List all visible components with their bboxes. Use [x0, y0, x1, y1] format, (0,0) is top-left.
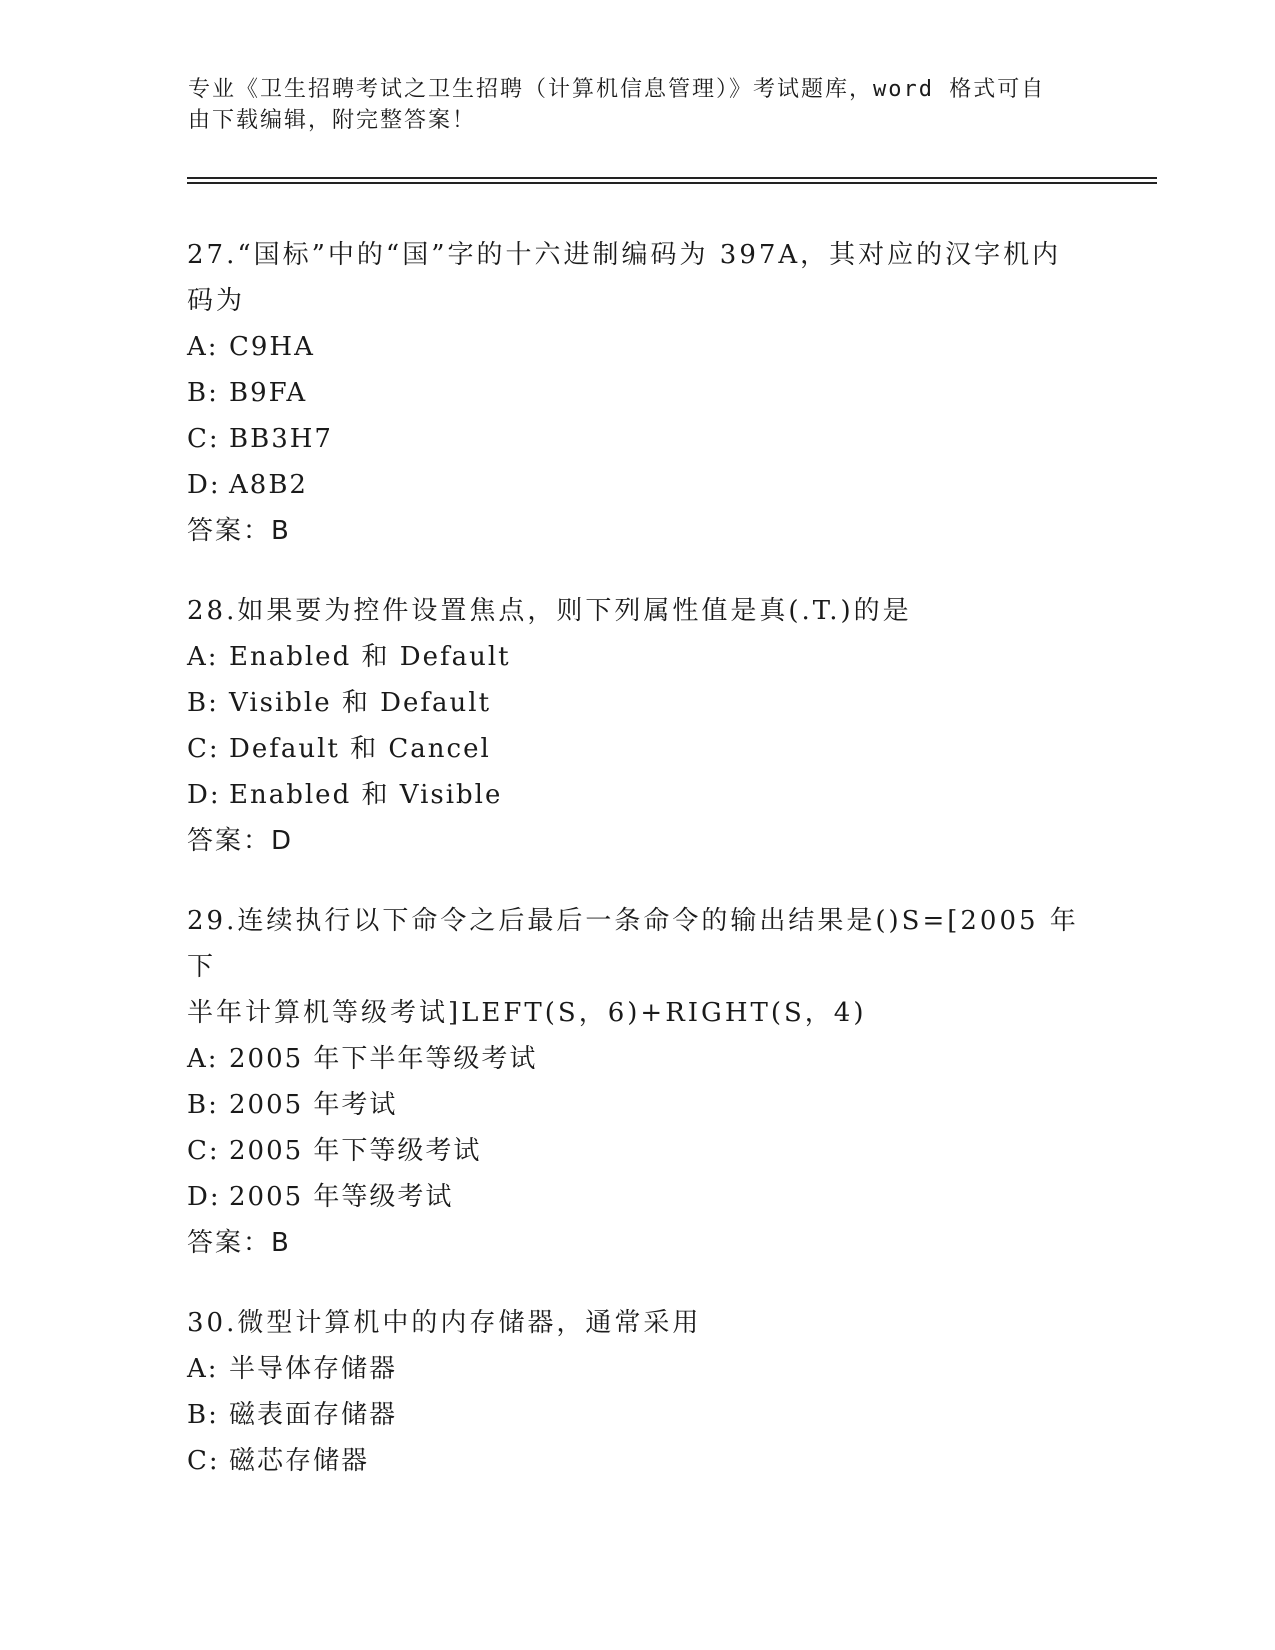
option-text: 2005 年考试 [229, 1090, 398, 1120]
header-divider-bottom [187, 182, 1157, 184]
question-29 [187, 898, 1087, 1266]
question-27 [187, 232, 1087, 554]
option-c [187, 1128, 1087, 1174]
answer-line: 答案：B [187, 1228, 291, 1258]
option-text: BB3H7 [229, 424, 333, 454]
header-divider-top [187, 177, 1157, 179]
answer-line: 答案：B [187, 516, 291, 546]
header-line-2: 由下载编辑，附完整答案！ [188, 108, 477, 133]
option-letter: A: [187, 1044, 219, 1074]
question-28 [187, 588, 1087, 864]
question-stem [187, 588, 1087, 634]
question-stem-line: 半年计算机等级考试]LEFT(S，6)+RIGHT(S，4) [187, 998, 867, 1028]
option-b [187, 370, 1087, 416]
question-stem-line: 30.微型计算机中的内存储器，通常采用 [187, 1308, 702, 1338]
option-d [187, 462, 1087, 508]
option-letter: C: [187, 734, 220, 764]
option-text: Enabled 和 Visible [229, 780, 503, 810]
option-text: 磁芯存储器 [229, 1446, 370, 1476]
option-text: Enabled 和 Default [229, 642, 511, 672]
option-a [187, 1036, 1087, 1082]
question-list [187, 232, 1087, 1518]
option-letter: B: [187, 1090, 219, 1120]
option-letter: B: [187, 1400, 219, 1430]
question-stem [187, 1300, 1087, 1346]
option-text: 半导体存储器 [229, 1354, 398, 1384]
option-letter: C: [187, 1446, 220, 1476]
option-b [187, 1392, 1087, 1438]
option-text: 磁表面存储器 [229, 1400, 398, 1430]
option-b [187, 680, 1087, 726]
question-stem-line: 27.“国标”中的“国”字的十六进制编码为 397A，其对应的汉字机内 [187, 240, 1062, 270]
answer-line: 答案：D [187, 826, 294, 856]
option-text: B9FA [229, 378, 308, 408]
option-letter: A: [187, 1354, 219, 1384]
question-stem-line: 码为 [187, 286, 246, 316]
option-b [187, 1082, 1087, 1128]
option-text: 2005 年下等级考试 [229, 1136, 482, 1166]
option-letter: D: [187, 1182, 221, 1212]
option-c [187, 416, 1087, 462]
option-letter: B: [187, 688, 219, 718]
question-stem [187, 232, 1087, 324]
question-stem [187, 898, 1087, 1036]
option-letter: A: [187, 332, 219, 362]
option-c [187, 1438, 1087, 1484]
question-stem-line: 28.如果要为控件设置焦点，则下列属性值是真(.T.)的是 [187, 596, 912, 626]
document-header [188, 74, 1068, 136]
header-line-1: 专业《卫生招聘考试之卫生招聘（计算机信息管理）》考试题库，word 格式可自 [188, 77, 1046, 102]
option-letter: D: [187, 470, 221, 500]
option-text: 2005 年下半年等级考试 [229, 1044, 538, 1074]
option-letter: B: [187, 378, 219, 408]
option-letter: C: [187, 1136, 220, 1166]
option-text: C9HA [229, 332, 315, 362]
option-letter: D: [187, 780, 221, 810]
question-30 [187, 1300, 1087, 1484]
option-a [187, 634, 1087, 680]
question-stem-line: 29.连续执行以下命令之后最后一条命令的输出结果是()S=[2005 年下 [187, 906, 1079, 982]
option-letter: A: [187, 642, 219, 672]
option-c [187, 726, 1087, 772]
option-text: Visible 和 Default [229, 688, 492, 718]
option-a [187, 1346, 1087, 1392]
option-text: 2005 年等级考试 [229, 1182, 454, 1212]
option-text: Default 和 Cancel [229, 734, 491, 764]
option-d [187, 1174, 1087, 1220]
option-d [187, 772, 1087, 818]
option-text: A8B2 [229, 470, 308, 500]
option-a [187, 324, 1087, 370]
option-letter: C: [187, 424, 220, 454]
